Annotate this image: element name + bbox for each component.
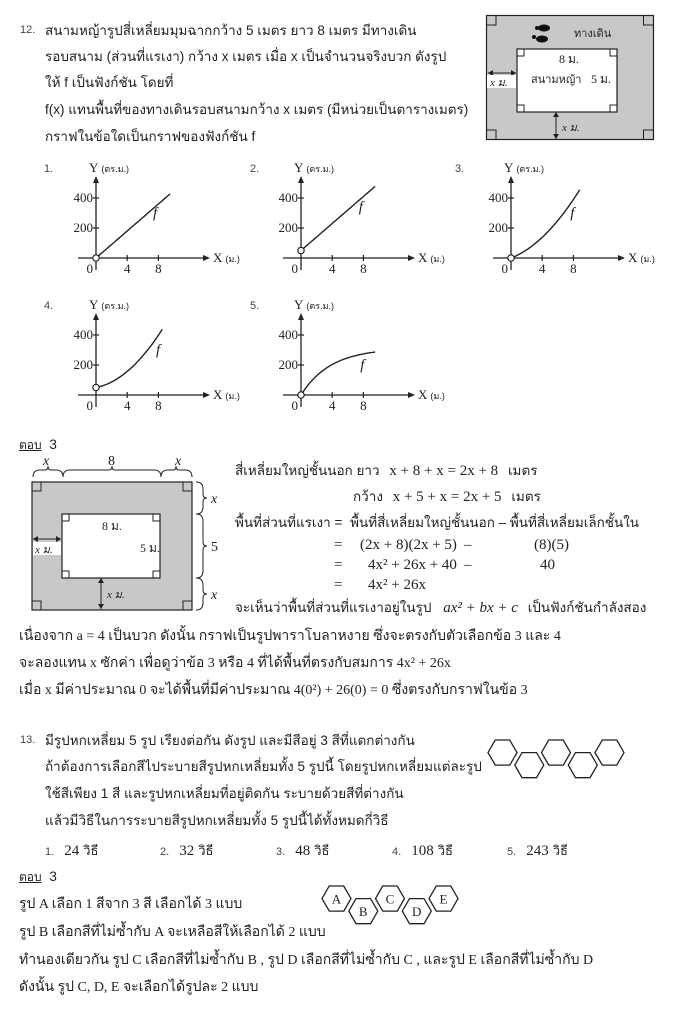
function-label: f [152,205,158,222]
x-tick-label: 4 [123,398,131,413]
brace [63,466,161,477]
x-tick-label: 0 [86,398,93,413]
brace [196,482,207,514]
hexagon-label: A [331,891,342,907]
x-tick-label: 4 [538,261,546,276]
svg-text:x ม.: x ม. [107,589,125,601]
y-tick-label: 200 [73,357,93,372]
open-circle-marker [93,255,99,261]
graph-option-1 [60,160,240,280]
y-tick-label: 400 [73,327,93,342]
svg-text:x: x [175,454,182,469]
walkway-label: ทางเดิน [574,28,612,40]
y-axis-label: Y (ตร.ม.) [294,160,334,175]
hexagon [595,740,624,765]
answer-13-line-2: รูป B เลือกสีที่ไม่ซ้ำกับ A จะเหลือสีให้เลือกได้ 2 แบบ [19,925,326,940]
open-circle-marker [508,255,514,261]
option-3-number[interactable]: 3. [455,163,465,175]
inner-width-label: 5 ม. [591,72,611,86]
choice-1[interactable]: 1. 24 วิธี [45,843,99,859]
y-tick-label: 400 [278,327,298,342]
x-axis-label: X (ม.) [213,250,240,265]
work-line-conclusion: จะเห็นว่าพื้นที่ส่วนที่แรเงาอยู่ในรูป ax² + bx + c เป็นฟังก์ชันกำลังสอง [235,600,647,616]
y-axis-label: Y (ตร.ม.) [294,297,334,312]
answer-13 [19,868,57,887]
choice-3[interactable]: 3. 48 วิธี [276,843,330,859]
answer-13-line-4: ดังนั้น รูป C, D, E จะเลือกได้รูปละ 2 แบบ [19,980,259,995]
answer-13-line-1: รูป A เลือก 1 สีจาก 3 สี เลือกได้ 3 แบบ [19,897,243,912]
bottom-gap-label: x ม. [562,122,580,134]
function-label: f [570,205,575,222]
y-tick-label: 200 [488,220,508,235]
question-12-line-5: กราฟในข้อใดเป็นกราฟของฟังก์ชัน f [45,129,256,144]
option-1-number[interactable]: 1. [44,163,54,175]
x-tick-label: 8 [570,261,577,276]
option-5-number[interactable]: 5. [250,300,260,312]
x-tick-label: 8 [360,398,367,413]
answer-value: 3 [49,437,57,452]
question-12-line-3: ให้ f เป็นฟังก์ชัน โดยที่ [45,75,174,90]
x-tick-label: 0 [291,398,298,413]
question-13-line-1: มีรูปหกเหลี่ยม 5 รูป เรียงต่อกัน ดังรูป และมีสีอยู่ 3 สีที่แตกต่างกัน [45,733,415,748]
open-circle-marker [298,392,304,398]
hexagon-label: E [439,891,448,907]
y-axis-label: Y (ตร.ม.) [504,160,544,175]
work-row-3: = 4x² + 26x [334,577,426,593]
y-tick-label: 400 [488,190,508,205]
question-13-line-3: ใช้สีเพียง 1 สี และรูปหกเหลี่ยมที่อยู่ติดกัน ระบายด้วยสีที่ต่างกัน [45,786,404,801]
hexagon-label: C [385,891,395,907]
question-12-line-2: รอบสนาม (ส่วนที่แรเงา) กว้าง x เมตร เมื่อ x เป็นจำนวนจริงบวก ดังรูป [45,49,447,64]
svg-text:x: x [43,454,50,469]
y-tick-label: 200 [73,220,93,235]
y-axis-arrow-icon [298,176,304,183]
x-axis-label: X (ม.) [628,250,655,265]
function-curve [301,186,375,250]
answer-13-line-3: ทำนองเดียวกัน รูป C เลือกสีที่ไม่ซ้ำกับ B , รูป D เลือกสีที่ไม่ซ้ำกับ C , และรูป E เลือกสีที่ไม่ซ้ำกับ D [19,953,594,968]
x-tick-label: 0 [86,261,93,276]
work-row-2: = 4x² + 26x + 40 – 40 [334,557,555,573]
x-tick-label: 0 [291,261,298,276]
x-axis-arrow-icon [203,255,210,261]
x-tick-label: 8 [360,261,367,276]
question-13-line-2: ถ้าต้องการเลือกสีไประบายสีรูปหกเหลี่ยมทั้ง 5 รูปนี้ โดยรูปหกเหลี่ยมแต่ละรูป [45,759,482,774]
y-tick-label: 400 [278,190,298,205]
explain-line-3: เมื่อ x มีค่าประมาณ 0 จะได้พื้นที่มีค่าประมาณ 4(0²) + 26(0) = 0 ซึ่งตรงกับกราฟในข้อ 3 [19,683,528,698]
svg-text:x: x [211,588,218,603]
explain-line-1: เนื่องจาก a = 4 เป็นบวก ดังนั้น กราฟเป็นรูปพาราโบลาหงาย ซึ่งจะตรงกับตัวเลือกข้อ 3 และ 4 [19,629,561,644]
lawn-label: สนามหญ้า [531,74,582,86]
option-2-number[interactable]: 2. [250,163,260,175]
open-circle-marker [93,384,99,390]
brace [196,514,207,578]
choice-4[interactable]: 4. 108 วิธี [392,843,453,859]
explain-line-2: จะลองแทน x ซักค่า เพื่อดูว่าข้อ 3 หรือ 4 ที่ได้พื้นที่ตรงกับสมการ 4x² + 26x [19,656,451,671]
brace [161,466,192,477]
y-axis-arrow-icon [298,313,304,320]
x-axis-arrow-icon [408,255,415,261]
x-axis-label: X (ม.) [213,387,240,402]
labeled-hexagon-figure [320,884,480,940]
hexagon-chain-figure [486,738,646,794]
x-tick-label: 4 [328,261,336,276]
function-curve [96,194,170,258]
question-13-line-4: แล้วมีวิธีในการระบายสีรูปหกเหลี่ยมทั้ง 5 รูปนี้ได้ทั้งหมดกี่วิธี [45,813,389,828]
x-tick-label: 8 [155,398,162,413]
question-12-line-4: f(x) แทนพื้นที่ของทางเดินรอบสนามกว้าง x เมตร (มีหน่วยเป็นตารางเมตร) [45,102,469,117]
brace [196,578,207,610]
work-row-1: = (2x + 8)(2x + 5) – (8)(5) [334,537,569,553]
question-13-number: 13. [20,734,36,746]
choice-5[interactable]: 5. 243 วิธี [507,843,568,859]
answer-12-figure [28,455,228,615]
function-label: f [360,357,365,374]
work-line-area: พื้นที่ส่วนที่แรเงา = พื้นที่สี่เหลี่ยมใหญ่ชั้นนอก – พื้นที่สี่เหลี่ยมเล็กชั้นใน [235,515,640,530]
graph-option-3 [475,160,655,280]
svg-text:5: 5 [211,540,218,555]
option-4-number[interactable]: 4. [44,300,54,312]
hexagon-label: B [358,904,368,920]
inner-length-label: 8 ม. [559,52,579,66]
hexagon [515,753,544,778]
function-label: f [358,199,363,216]
x-axis-arrow-icon [203,392,210,398]
side-gap-label: x ม. [490,77,508,89]
y-tick-label: 200 [278,220,298,235]
question-12-line-1: สนามหญ้ารูปสี่เหลี่ยมมุมฉากกว้าง 5 เมตร ยาว 8 เมตร มีทางเดิน [45,23,417,38]
answer-value: 3 [49,869,57,884]
y-tick-label: 400 [73,190,93,205]
svg-text:x ม.: x ม. [35,544,53,556]
function-curve [511,190,580,258]
y-axis-arrow-icon [508,176,514,183]
hexagon [542,740,571,765]
y-axis-label: Y (ตร.ม.) [89,160,129,175]
hexagon [568,753,597,778]
x-axis-arrow-icon [618,255,625,261]
hexagon [488,740,517,765]
work-line-length: สี่เหลี่ยมใหญ่ชั้นนอก ยาว x + 8 + x = 2x + 8 เมตร [235,463,538,479]
svg-text:8 ม.: 8 ม. [102,519,122,533]
graph-option-5 [265,297,445,417]
x-axis-arrow-icon [408,392,415,398]
svg-text:8: 8 [108,454,115,469]
answer-label: ตอบ [19,870,42,884]
graph-option-4 [60,297,240,417]
open-circle-marker [298,247,304,253]
graph-option-2 [265,160,445,280]
function-curve [96,329,162,387]
y-axis-arrow-icon [93,176,99,183]
svg-text:5 ม.: 5 ม. [140,541,160,555]
work-line-width: กว้าง x + 5 + x = 2x + 5 เมตร [353,489,541,505]
x-tick-label: 4 [123,261,131,276]
svg-text:x: x [211,492,218,507]
brace [33,466,63,477]
y-axis-arrow-icon [93,313,99,320]
choice-2[interactable]: 2. 32 วิธี [160,843,214,859]
x-tick-label: 8 [155,261,162,276]
question-12-number: 12. [20,24,36,36]
x-axis-label: X (ม.) [418,250,445,265]
answer-12 [19,436,57,455]
x-axis-label: X (ม.) [418,387,445,402]
y-axis-label: Y (ตร.ม.) [89,297,129,312]
x-tick-label: 0 [501,261,508,276]
function-label: f [156,342,161,359]
hexagon-label: D [412,904,422,920]
answer-label: ตอบ [19,438,42,452]
walkway-figure [486,15,654,140]
y-tick-label: 200 [278,357,298,372]
x-tick-label: 4 [328,398,336,413]
